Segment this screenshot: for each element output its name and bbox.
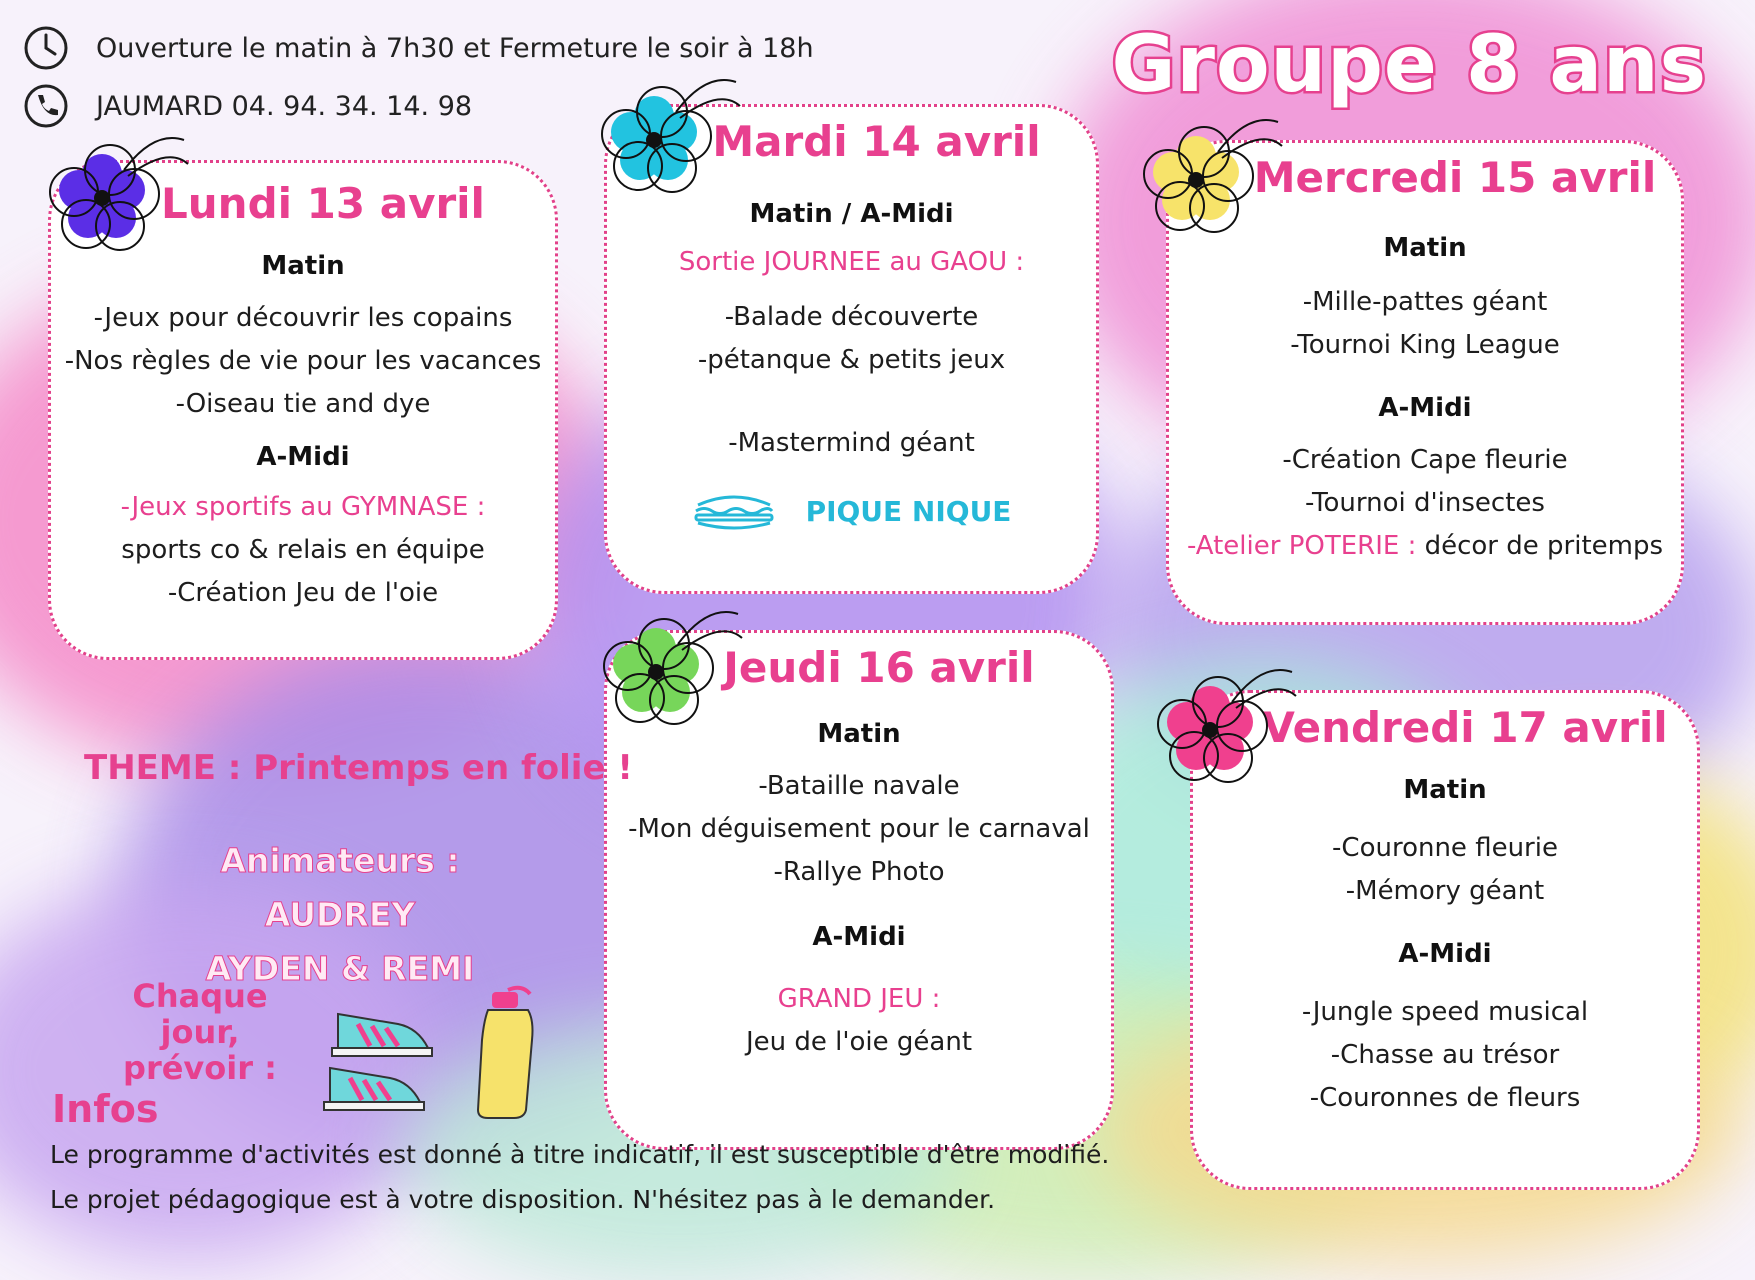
activity-item: -Couronnes de fleurs: [1309, 1083, 1581, 1113]
info-note: Le projet pédagogique est à votre disposition. N'hésitez pas à le demander.: [50, 1185, 996, 1214]
activity-item: -Oiseau tie and dye: [175, 389, 431, 419]
activity-item: -Chasse au trésor: [1330, 1040, 1560, 1070]
picnic-row: [607, 491, 1096, 531]
section-label: A-Midi: [1398, 939, 1492, 969]
every-day-text: Chaque jour, prévoir :: [123, 977, 277, 1087]
activity-item: -Création Cape fleurie: [1282, 445, 1568, 475]
activity-item: -pétanque & petits jeux: [697, 345, 1006, 375]
activity-item: -Création Jeu de l'oie: [167, 578, 439, 608]
activity-item: sports co & relais en équipe: [121, 535, 485, 565]
flower-yellow-icon: [1138, 112, 1288, 242]
day-title: Mardi 14 avril: [712, 117, 1041, 166]
flower-green-icon: [598, 604, 748, 734]
section-label: A-Midi: [1378, 393, 1472, 423]
activity-item: -Tournoi d'insectes: [1305, 488, 1545, 518]
theme-text: THEME : Printemps en folie !: [84, 748, 633, 788]
day-title: Lundi 13 avril: [161, 179, 485, 228]
water-bottle-icon: [470, 984, 550, 1124]
section-label: A-Midi: [256, 442, 350, 472]
flower-purple-icon: [44, 130, 194, 260]
day-title: Vendredi 17 avril: [1262, 703, 1668, 752]
activity-item: -Rallye Photo: [773, 857, 945, 887]
activity-highlight: GRAND JEU :: [777, 984, 941, 1014]
section-label: A-Midi: [812, 922, 906, 952]
activity-item: -Balade découverte: [724, 302, 979, 332]
activity-item: -Mémory géant: [1345, 876, 1545, 906]
flower-cyan-icon: [596, 72, 746, 202]
picnic-label: PIQUE NIQUE: [805, 494, 1012, 528]
activity-item: -Couronne fleurie: [1332, 833, 1558, 863]
activity-item: -Jeux pour découvrir les copains: [93, 303, 513, 333]
workshop-text: décor de pritemps: [1416, 531, 1664, 561]
activity-item: -Nos règles de vie pour les vacances: [64, 346, 542, 376]
opening-hours: [22, 24, 814, 72]
phone-text: JAUMARD 04. 94. 34. 14. 98: [96, 90, 473, 122]
opening-hours-text: Ouverture le matin à 7h30 et Fermeture le soir à 18h: [96, 32, 814, 64]
clock-icon: [22, 24, 70, 72]
activity-item: -Jungle speed musical: [1301, 997, 1589, 1027]
section-label: Matin: [261, 251, 345, 281]
page-title: Groupe 8 ans: [1111, 20, 1707, 110]
day-title: Jeudi 16 avril: [723, 643, 1035, 692]
animators-line: Animateurs : AUDREY: [220, 841, 460, 934]
animators: [140, 834, 540, 996]
sneakers-icon: [318, 996, 458, 1126]
workshop-highlight: -Atelier POTERIE :: [1186, 531, 1417, 561]
section-label: Matin / A-Midi: [749, 199, 954, 229]
phone-icon: [22, 82, 70, 130]
activity-item: -Tournoi King League: [1290, 330, 1560, 360]
activity-item: Jeu de l'oie géant: [745, 1027, 973, 1057]
animators-line: AYDEN & REMI: [205, 949, 475, 988]
activity-item: -Bataille navale: [758, 771, 960, 801]
section-label: Matin: [817, 719, 901, 749]
sandwich-icon: [692, 491, 776, 531]
section-label: Matin: [1403, 775, 1487, 805]
flower-pink-icon: [1152, 662, 1302, 792]
activity-item: -Mastermind géant: [728, 428, 975, 458]
activity-item: -Mon déguisement pour le carnaval: [628, 814, 1090, 844]
day-title: Mercredi 15 avril: [1253, 153, 1657, 202]
info-note: Le programme d'activités est donné à titre indicatif, il est susceptible d'être modifié.: [50, 1140, 1110, 1169]
activity-item: -Mille-pattes géant: [1302, 287, 1548, 317]
activity-highlight: -Jeux sportifs au GYMNASE :: [120, 492, 486, 522]
section-label: Matin: [1383, 233, 1467, 263]
infos-title: Infos: [52, 1087, 159, 1131]
activity-workshop: [1169, 525, 1681, 568]
activity-highlight: Sortie JOURNEE au GAOU :: [678, 247, 1025, 277]
phone-contact: [22, 82, 472, 130]
